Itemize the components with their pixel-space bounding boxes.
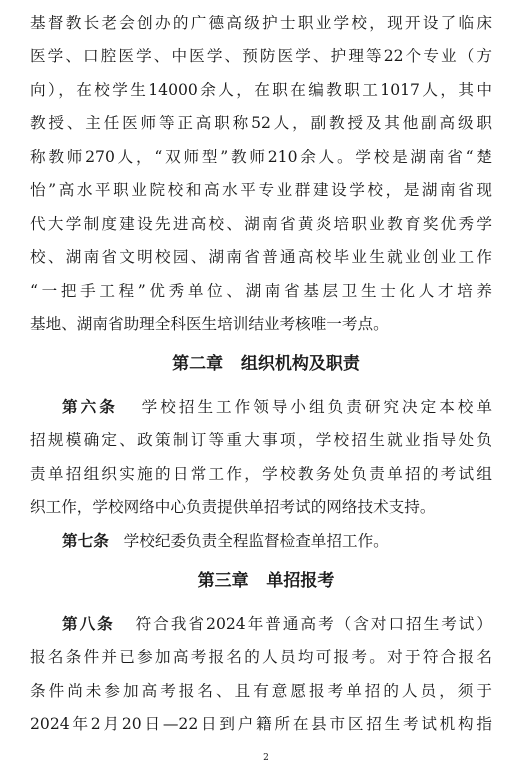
text-line: 招规模确定、政策制订等重大事项，学校招生就业指导处负 — [30, 431, 492, 449]
text-line: 向），在校学生14000余人，在职在编教职工1017人，其中 — [30, 81, 492, 99]
text-line: 教授、主任医师等正高职称52人，副教授及其他副高级职 — [30, 114, 492, 132]
article-8-label: 第八条 — [62, 615, 115, 633]
text-line: 织工作，学校网络中心负责提供单招考试的网络技术支持。 — [30, 498, 436, 516]
page-number: 2 — [263, 753, 269, 763]
article-8-first-line — [62, 614, 492, 634]
text-line: 2024年2月20日—22日到户籍所在县市区招生考试机构指 — [30, 715, 492, 733]
text-line: 代大学制度建设先进高校、湖南省黄炎培职业教育奖优秀学 — [30, 215, 492, 233]
article-7-text: 学校纪委负责全程监督检查单招工作。 — [123, 532, 389, 550]
article-8-text: 符合我省2024年普通高考（含对口招生考试） — [135, 615, 492, 633]
text-line: 医学、口腔医学、中医学、预防医学、护理等22个专业（方 — [30, 47, 492, 65]
text-line: 责单招组织实施的日常工作，学校教务处负责单招的考试组 — [30, 465, 492, 483]
text-line: 校、湖南省文明校园、湖南省普通高校毕业生就业创业工作 — [30, 248, 492, 266]
text-line: 报名条件并已参加高考报名的人员均可报考。对于符合报名 — [30, 648, 492, 666]
text-line: “一把手工程”优秀单位、湖南省基层卫生士化人才培养 — [30, 282, 492, 300]
article-6-text: 学校招生工作领导小组负责研究决定本校单 — [141, 398, 492, 416]
article-6-label: 第六条 — [62, 398, 118, 416]
article-6-first-line — [62, 397, 492, 417]
text-line: 称教师270人，“双师型”教师210余人。学校是湖南省“楚 — [30, 148, 492, 166]
text-line: 基督教长老会创办的广德高级护士职业学校，现开设了临床 — [30, 14, 492, 32]
text-line: 基地、湖南省助理全科医生培训结业考核唯一考点。 — [30, 315, 389, 333]
chapter-2-heading: 第二章 组织机构及职责 — [172, 354, 360, 374]
text-line: 条件尚未参加高考报名、且有意愿报考单招的人员，须于 — [30, 682, 492, 700]
text-line: 怡”高水平职业院校和高水平专业群建设学校，是湖南省现 — [30, 181, 492, 199]
article-7-label: 第七条 — [62, 532, 109, 550]
chapter-3-heading: 第三章 单招报考 — [197, 571, 335, 591]
article-7 — [62, 531, 492, 551]
